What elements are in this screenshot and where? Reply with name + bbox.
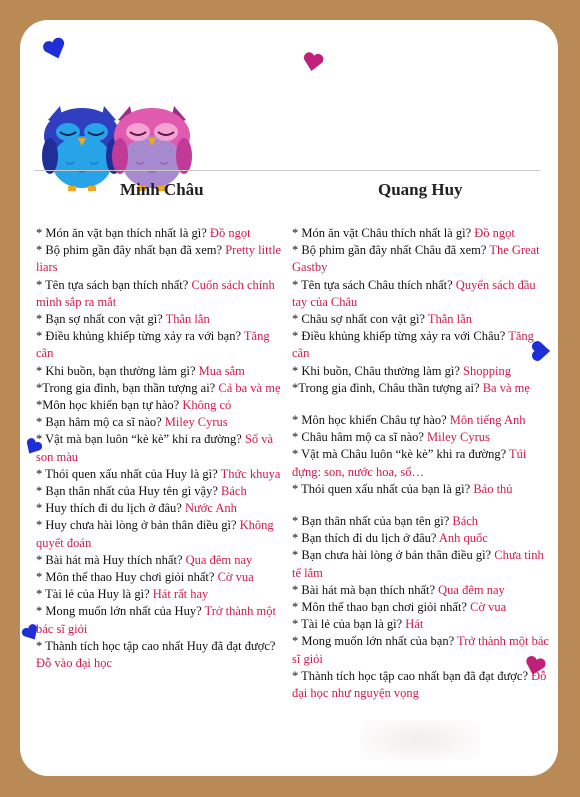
heart-icon: [300, 50, 325, 74]
qa-item: * Châu hâm mộ ca sĩ nào? Miley Cyrus: [292, 430, 490, 445]
qa-item: * Bộ phim gần đây nhất bạn đã xem? Pretty little liars: [36, 243, 282, 275]
qa-item: * Tài lẻ của bạn là gì? Hát: [292, 617, 424, 632]
qa-item: *Trong gia đình, Châu thần tượng ai? Ba và mẹ: [292, 380, 530, 395]
qa-item: *Trong gia đình, bạn thần tượng ai? Cả ba và mẹ: [36, 380, 281, 395]
qa-item: * Vật mà bạn luôn “kè kè” khi ra đường? Sổ và son màu: [36, 432, 274, 464]
qa-item: * Thói quen xấu nhất của Huy là gì? Thức khuya: [36, 466, 281, 481]
card: [20, 20, 558, 776]
qa-item: * Bạn hâm mộ ca sĩ nào? Miley Cyrus: [36, 415, 228, 430]
qa-item: * Thói quen xấu nhất của bạn là gì? Bảo thủ: [292, 481, 513, 496]
qa-item: * Bài hát mà bạn thích nhất? Qua đêm nay: [292, 582, 505, 597]
qa-item: *Môn học khiến bạn tự hào? Không có: [36, 398, 232, 413]
spacer: [292, 498, 554, 513]
qa-item: * Bạn thích đi du lịch ở đâu? Anh quốc: [292, 531, 488, 546]
qa-item: * Mong muốn lớn nhất của Huy? Trở thành một bác sĩ giỏi: [36, 604, 276, 636]
qa-item: * Khi buồn, Châu thường làm gì? Shopping: [292, 363, 511, 378]
qa-item: * Bạn thân nhất của bạn tên gì? Bách: [292, 514, 479, 529]
spacer: [292, 397, 554, 412]
qa-item: * Tên tựa sách bạn thích nhất? Cuốn sách chính mình sắp ra mắt: [36, 277, 275, 309]
column-title: Minh Châu: [120, 180, 204, 199]
qa-item: * Môn học khiến Châu tự hào? Môn tiếng Anh: [292, 413, 526, 428]
qa-item: * Tên tựa sách Châu thích nhất? Quyển sách đầu tay của Châu: [292, 277, 536, 309]
qa-item: * Bài hát mà Huy thích nhất? Qua đêm nay: [36, 552, 253, 567]
qa-item: * Điều khủng khiếp từng xảy ra với Châu? Tăng cân: [292, 329, 534, 361]
qa-item: * Món ăn vặt bạn thích nhất là gì? Đồ ngọt: [36, 226, 251, 240]
qa-item: * Thành tích học tập cao nhất bạn đã đạt được? Đỗ đại học như nguyện vọng: [292, 668, 547, 701]
fade-smudge: [360, 720, 480, 760]
qa-item: * Bộ phim gần đây nhất Châu đã xem? The Great Gastby: [292, 243, 540, 275]
qa-item: * Điều khủng khiếp từng xảy ra với bạn? Tăng cân: [36, 329, 270, 361]
column-minh-chau: [36, 175, 286, 672]
qa-item: * Món ăn vặt Châu thích nhất là gì? Đồ ngọt: [292, 226, 515, 240]
qa-item: * Môn thể thao bạn chơi giỏi nhất? Cờ vua: [292, 600, 507, 615]
heart-icon: [39, 34, 71, 64]
qa-item: * Châu sợ nhất con vật gì? Thằn lằn: [292, 312, 472, 327]
qa-item: * Bạn sợ nhất con vật gì? Thằn lằn: [36, 312, 210, 327]
qa-item: * Mong muốn lớn nhất của bạn? Trở thành một bác sĩ giỏi: [292, 634, 549, 666]
qa-item: * Huy thích đi du lịch ở đâu? Nước Anh: [36, 501, 237, 516]
qa-item: * Môn thể thao Huy chơi giỏi nhất? Cờ vua: [36, 570, 254, 585]
qa-item: * Thành tích học tập cao nhất Huy đã đạt được? Đỗ vào đại học: [36, 638, 276, 671]
qa-item: * Bạn thân nhất của Huy tên gì vậy? Bách: [36, 484, 247, 499]
qa-item: * Tài lẻ của Huy là gì? Hát rất hay: [36, 587, 209, 602]
qa-item: * Bạn chưa hài lòng ở bản thân điều gì? Chưa tinh tế lắm: [292, 548, 544, 580]
qa-item: * Huy chưa hài lòng ở bản thân điều gì? Không quyết đoán: [36, 518, 274, 550]
qa-item: * Vật mà Châu luôn “kè kè” khi ra đường? Túi đựng: son, nước hoa, sổ…: [292, 447, 527, 479]
column-title: Quang Huy: [378, 180, 463, 199]
column-quang-huy: [292, 175, 554, 702]
divider: [34, 170, 540, 171]
qa-item: * Khi buồn, bạn thường làm gì? Mua sắm: [36, 363, 245, 378]
